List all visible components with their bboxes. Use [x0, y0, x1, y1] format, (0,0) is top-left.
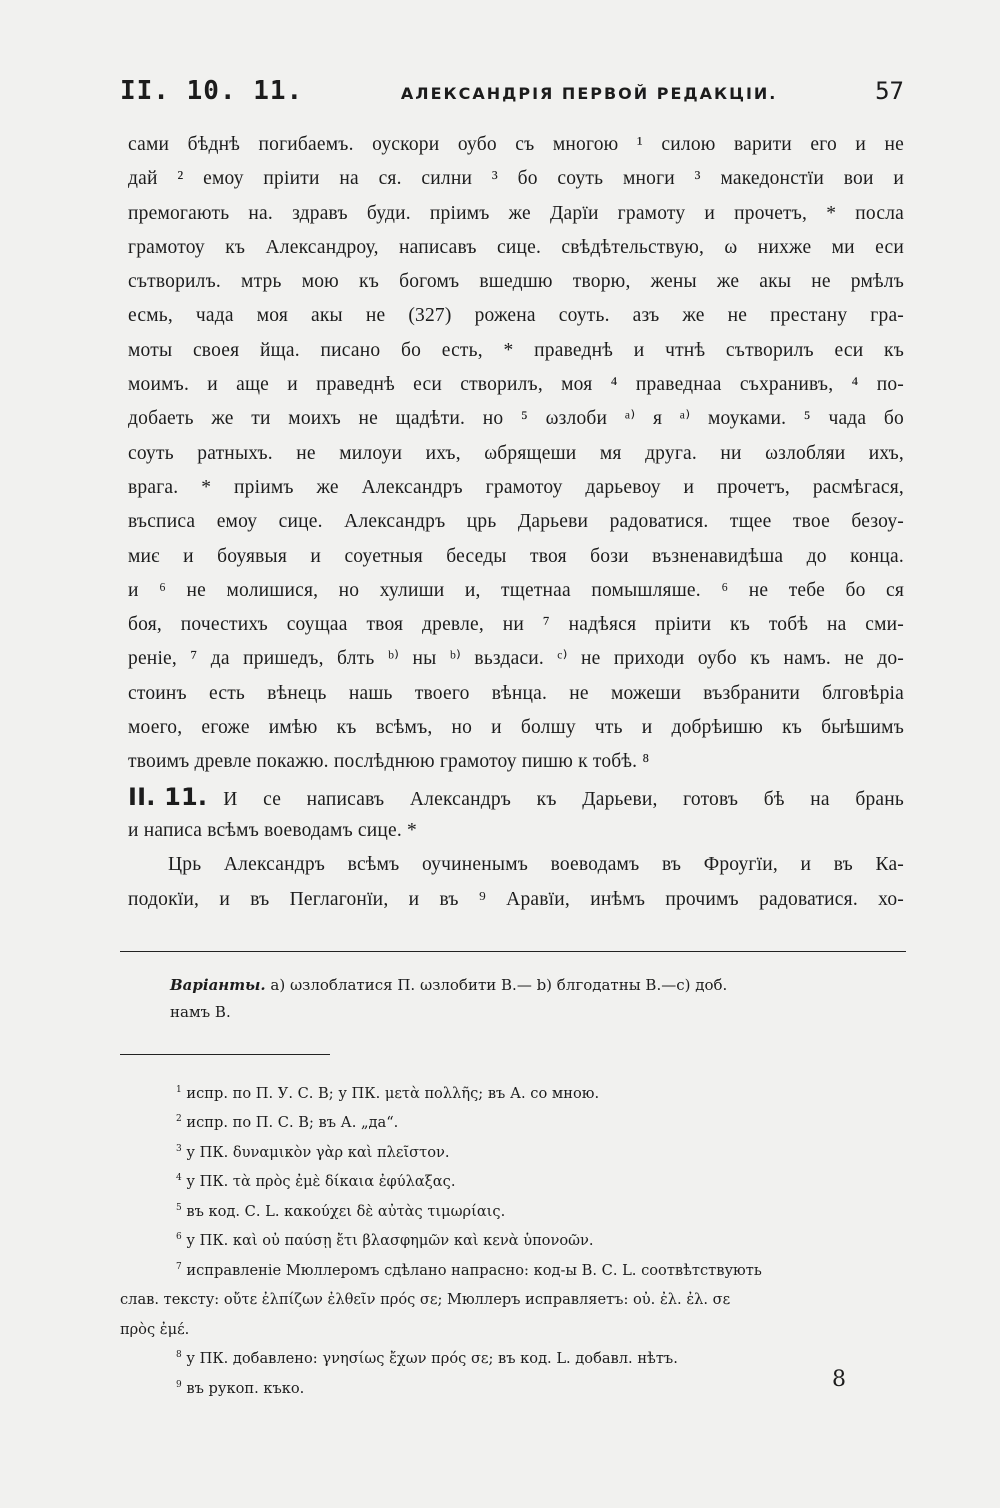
footnote-divider	[120, 951, 906, 952]
footnote-text: у ПК. δυναμικὸν γὰρ καὶ πλεῖστον.	[186, 1143, 450, 1161]
footnote	[120, 1315, 906, 1345]
variants-text-cont: намъ В.	[170, 1002, 231, 1021]
text-line: и ⁶ не молишися, но хулиши и, тщетнаа помышляше. ⁶ не тебе бо ся	[128, 579, 904, 601]
footnote-text: испр. по П. У. С. В; у ПК. μετὰ πολλῆς; въ А. со мною.	[186, 1084, 600, 1102]
footnote-text: у ПК. τὰ πρὸς ἐμὲ δίκαια ἐφύλαξας.	[186, 1173, 456, 1191]
text-line: И се написавъ Александръ къ Дарьеви, готовъ бѣ на брань	[223, 788, 904, 810]
footnote	[176, 1079, 906, 1109]
footnote-number: 7	[176, 1261, 182, 1272]
signature-mark: 8	[832, 1367, 846, 1392]
variants-label: Варіанты.	[170, 975, 266, 994]
footnote-number: 5	[176, 1202, 182, 1213]
text-line: подокїи, и въ Пеглагонїи, и въ ⁹ Аравїи, инѣмъ прочимъ радоватися. хо-	[128, 888, 904, 910]
text-line: грамотоу къ Александроу, написавъ сице. свѣдѣтельствую, ω нихже ми еси	[128, 236, 904, 258]
footnote-number: 4	[176, 1173, 182, 1184]
text-line: Црь Александръ всѣмъ оучиненымъ воеводамъ въ Фроугїи, и въ Ка-	[168, 854, 904, 876]
footnote-number: 2	[176, 1114, 182, 1125]
footnote-text: πρὸς ἐμέ.	[120, 1320, 190, 1338]
notes-divider	[120, 1054, 330, 1055]
body-paragraph	[128, 128, 904, 780]
text-line: моимъ. и аще и праведнѣ еси створилъ, моя ⁴ праведнаа съхранивъ, ⁴ по-	[128, 374, 904, 396]
footnote-number: 9	[176, 1379, 182, 1390]
footnote	[176, 1197, 906, 1227]
text-line: сами бѣднѣ погибаемъ. оускори оубо съ многою ¹ силою варити его и не	[128, 134, 904, 155]
text-line: моего, егоже имѣю къ всѣмъ, но и болшу чть и добрѣишю къ быѣшимъ	[128, 717, 904, 739]
footnote	[176, 1108, 906, 1138]
footnote	[176, 1374, 906, 1404]
footnote-number: 1	[176, 1084, 182, 1095]
text-line: добаеть же ти моихъ не щадѣти. но ⁵ ωзлоби ᵃ⁾ я ᵃ⁾ моуками. ⁵ чада бо	[128, 408, 904, 430]
footnote-text: слав. тексту: οὔτε ἐλπίζων ἐλθεῖν πρός σε; Мюллеръ исправляетъ: οὐ. ἐλ. ἐλ. σε	[120, 1291, 731, 1309]
footnote	[176, 1167, 906, 1197]
text-line: боя, почестихъ соущаа твоя древле, ни ⁷ надѣяся пріити къ тобѣ на сми-	[128, 614, 904, 636]
footnote-text: испр. по П. С. В; въ А. „да“.	[186, 1114, 399, 1132]
footnote	[176, 1226, 906, 1256]
text-line: есмь, чада моя акы не (327) рожена соуть. азъ же не престану гра-	[128, 305, 904, 327]
variants-block	[170, 972, 910, 1026]
footnotes	[120, 1079, 906, 1404]
main-text	[128, 128, 904, 917]
text-line: въсписа емоу сице. Александръ црь Дарьеви радоватися. тщее твое безоу-	[128, 511, 904, 533]
footnote-number: 8	[176, 1350, 182, 1361]
footnote	[176, 1256, 906, 1286]
text-line: миє и боуявыя и соуетныя беседы твоя бози възненавидѣша до конца.	[128, 545, 904, 567]
running-head	[120, 76, 904, 106]
section-heading: II. 11.	[128, 782, 208, 811]
text-line: соуть ратныхъ. не милоуи ихъ, ωбрящеши мя друга. ни ωзлобляи ихъ,	[128, 442, 904, 464]
footnote-text: въ код. С. L. κακούχει δὲ αὐτὰς τιμωρίαις.	[186, 1202, 506, 1220]
footnote-text: у ПК. καὶ οὐ παύσῃ ἔτι βλασφημῶν καὶ κενὰ ὑπονοῶν.	[186, 1232, 594, 1250]
footnote	[176, 1138, 906, 1168]
footnote-text: въ рукоп. къко.	[186, 1379, 305, 1397]
text-line: твоимъ древле покажю. послѣднюю грамотоу пишю к тобѣ. ⁸	[128, 751, 650, 773]
page-number: 57	[875, 77, 904, 105]
footnote-number: 6	[176, 1232, 182, 1243]
text-line: реніе, ⁷ да пришедъ, блть ᵇ⁾ ны ᵇ⁾ вьздаси. ᶜ⁾ не приходи оубо къ намъ. не до-	[128, 648, 904, 670]
footnote-text: у ПК. добавлено: γνησίως ἔχων πρός σε; въ код. L. добавл. нѣтъ.	[186, 1350, 678, 1368]
footnote-text: исправленіе Мюллеромъ сдѣлано напрасно: код-ы В. С. L. соотвѣтствують	[186, 1261, 762, 1279]
text-line: стоинъ есть вѣнець нашь твоего вѣнца. не можеши възбранити блговѣріа	[128, 682, 904, 704]
variants-text: a) ωзлоблатися П. ωзлобити В.— b) блгодатны В.—c) доб.	[265, 975, 728, 994]
running-title: АЛЕКСАНДРІЯ ПЕРВОЙ РЕДАКЦІИ.	[400, 84, 778, 103]
text-line: премогають на. здравъ буди. пріимъ же Дарїи грамоту и прочетъ, * посла	[128, 202, 904, 224]
section-reference: II. 10. 11.	[120, 76, 304, 106]
footnote	[120, 1285, 906, 1315]
footnote	[176, 1344, 906, 1374]
text-line: моты своея йща. писано бо есть, * праведнѣ и чтнѣ сътворилъ еси къ	[128, 339, 904, 361]
text-line: сътворилъ. мтрь мою къ богомъ вшедшю творю, жены же акы не рмѣлъ	[128, 271, 904, 293]
text-line: врага. * пріимъ же Александръ грамотоу дарьевоу и прочетъ, расмѣгася,	[128, 476, 904, 498]
section-heading-line	[128, 780, 904, 814]
text-line: и написа всѣмъ воеводамъ сице. *	[128, 819, 418, 841]
footnote-number: 3	[176, 1143, 182, 1154]
text-line: дай ² емоу пріити на ся. силни ³ бо соуть многи ³ македонстїи вои и	[128, 168, 904, 190]
